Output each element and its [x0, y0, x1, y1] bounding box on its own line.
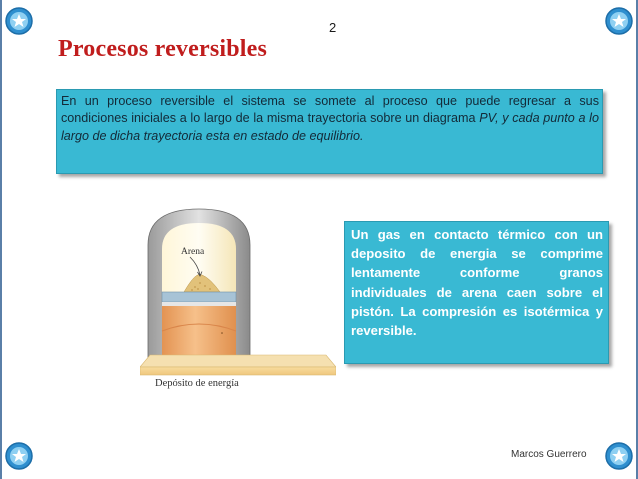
intro-text-italic: PV, y cada punto a lo largo de dicha trayectoria esta en estado de equilibrio. [61, 111, 599, 143]
star-badge-icon [4, 6, 34, 36]
description-text: Un gas en contacto térmico con un deposito de energia se comprime lentamente conforme granos individuales de arena caen sobre el pistón. La compresión es isotérmica y reversible. [351, 227, 603, 339]
star-badge-icon [604, 6, 634, 36]
intro-text: En un proceso reversible el sistema se somete al proceso que puede regresar a sus condiciones iniciales a lo largo de la misma trayectoria sobre un diagrama [61, 94, 599, 126]
page-number: 2 [329, 20, 337, 35]
author-name: Marcos Guerrero [511, 449, 587, 460]
sand-label: Arena [181, 247, 205, 257]
description-text-box [344, 221, 609, 364]
piston-illustration [140, 205, 336, 395]
intro-text-box [56, 89, 603, 174]
reservoir-label: Depósito de energía [155, 378, 239, 389]
star-badge-icon [604, 441, 634, 471]
slide-title: Procesos reversibles [58, 36, 268, 62]
slide-border-left [0, 0, 2, 479]
star-badge-icon [4, 441, 34, 471]
